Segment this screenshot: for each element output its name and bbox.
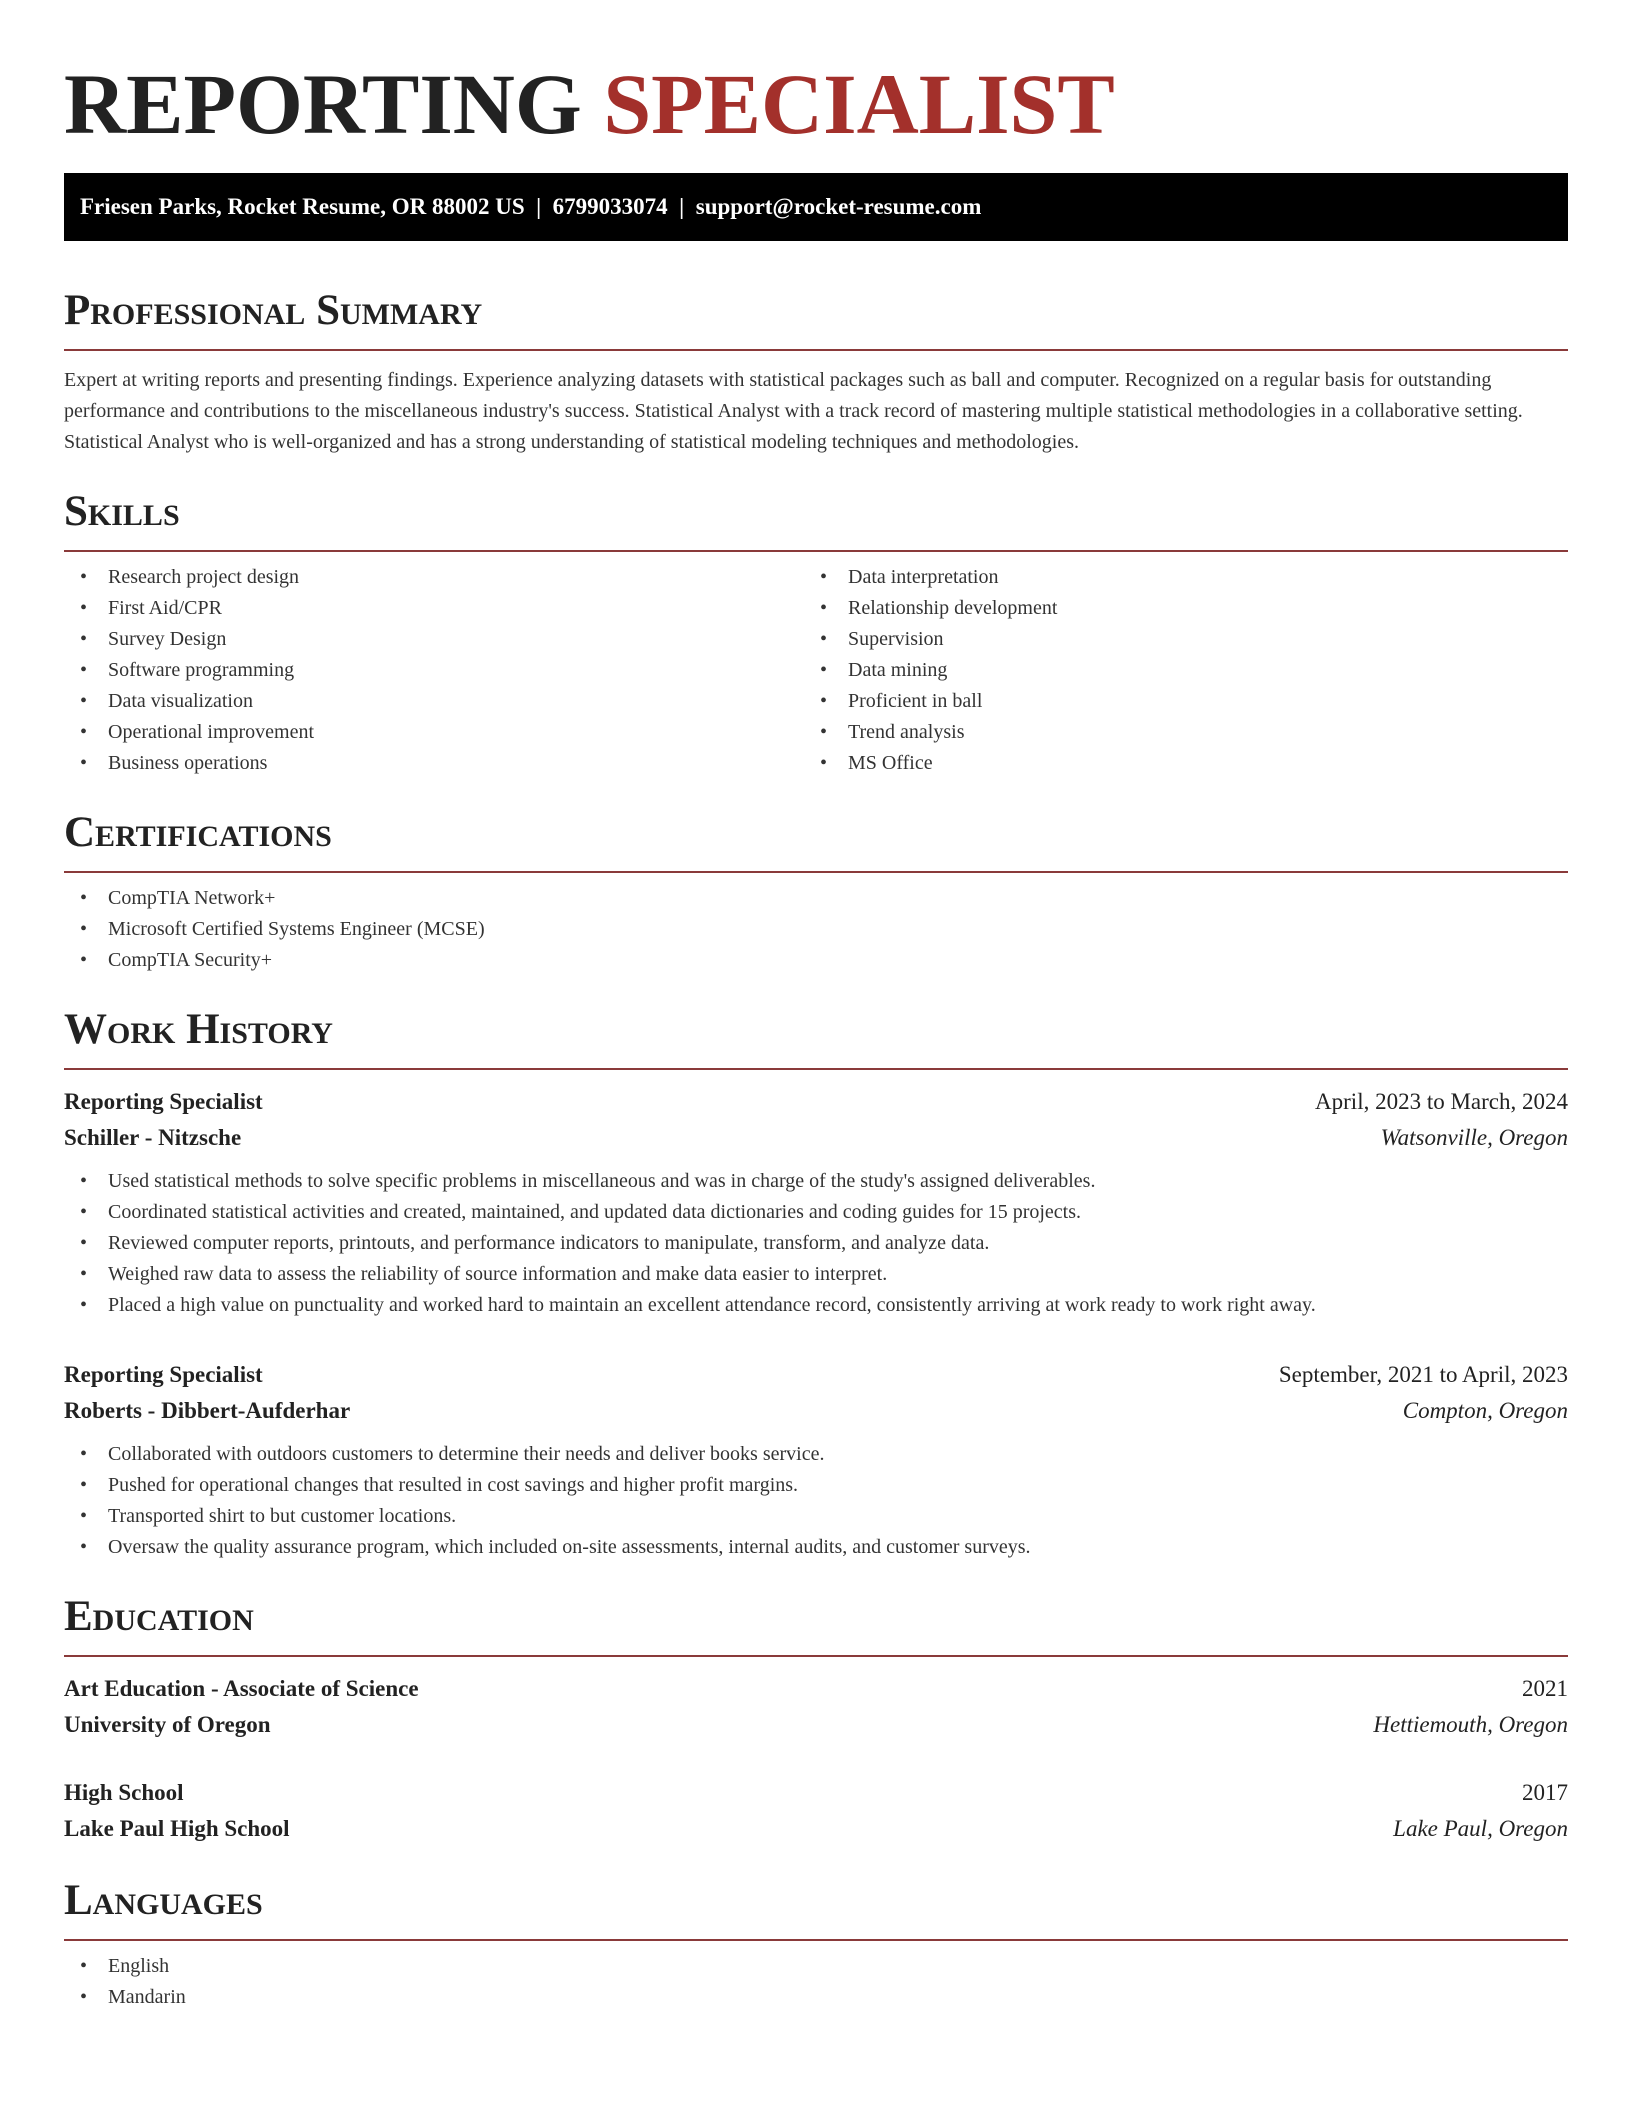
education-school: Lake Paul High School [64,1816,290,1841]
section-divider [64,550,1568,552]
summary-text: Expert at writing reports and presenting findings. Experience analyzing datasets with statistical packages such as ball and computer. Recognized on a regular basis for outstanding performance and contributions to the miscellaneous industry's success. Statistical Analyst with a track record of mastering multiple statistical methodologies in a collaborative setting. Statistical Analyst who is well-organized and has a strong understanding of statistical modeling techniques and methodologies. [64,369,1523,453]
skill-item: • Data mining [804,655,1544,686]
skill-item: • Business operations [64,748,804,779]
job-company-row [64,1393,1568,1429]
skill-item: • Data visualization [64,686,804,717]
skill-item: • First Aid/CPR [64,593,804,624]
resume-title [64,58,1568,150]
summary-section [64,285,1568,458]
certifications-list [64,883,1568,976]
job-duties [64,1439,1568,1563]
education-location: Lake Paul, Oregon [1393,1816,1568,1841]
education-school-row [64,1707,1568,1743]
job-duty: • Used statistical methods to solve specific problems in miscellaneous and was in charge of the study's assigned deliverables. [64,1166,1568,1197]
skill-item: • Research project design [64,562,804,593]
job-dates: September, 2021 to April, 2023 [1278,1362,1568,1387]
skills-heading: Skills [64,488,180,535]
skill-item: • Relationship development [804,593,1544,624]
skill-item: • Trend analysis [804,717,1544,748]
title-part-1: REPORTING [64,56,582,152]
certifications-section [64,807,1568,976]
job-duty: • Collaborated with outdoors customers to determine their needs and deliver books service. [64,1439,1568,1470]
skills-grid [64,562,1568,779]
job-entry [64,1357,1568,1563]
languages-section [64,1875,1568,2013]
section-divider [64,349,1568,351]
job-title: Reporting Specialist [64,1362,263,1387]
education-entry [64,1671,1568,1743]
section-divider [64,1655,1568,1657]
job-duty: • Reviewed computer reports, printouts, and performance indicators to manipulate, transform, and analyze data. [64,1228,1568,1259]
skills-list-left [64,562,804,779]
education-section [64,1591,1568,1847]
skill-item: • MS Office [804,748,1544,779]
education-header-row [64,1671,1568,1707]
work-history-heading: Work History [64,1006,333,1053]
skill-item: • Survey Design [64,624,804,655]
job-duty: • Coordinated statistical activities and created, maintained, and updated data dictionaries and coding guides for 15 projects. [64,1197,1568,1228]
job-header-row [64,1084,1568,1120]
job-company: Roberts - Dibbert-Aufderhar [64,1398,351,1423]
education-entry [64,1775,1568,1847]
job-location: Watsonville, Oregon [1380,1125,1568,1150]
job-duty: • Weighed raw data to assess the reliability of source information and make data easier to interpret. [64,1259,1568,1290]
skill-item: • Software programming [64,655,804,686]
job-entry [64,1084,1568,1321]
section-divider [64,1068,1568,1070]
summary-heading: Professional Summary [64,287,483,334]
skill-item: • Operational improvement [64,717,804,748]
skill-item: • Data interpretation [804,562,1544,593]
education-school-row [64,1811,1568,1847]
job-duty: • Transported shirt to but customer locations. [64,1501,1568,1532]
education-year: 2017 [1522,1780,1568,1805]
job-header-row [64,1357,1568,1393]
job-duty: • Pushed for operational changes that resulted in cost savings and higher profit margins. [64,1470,1568,1501]
job-duties [64,1166,1568,1321]
languages-list [64,1951,1568,2013]
job-duty: • Oversaw the quality assurance program, which included on-site assessments, internal audits, and customer surveys. [64,1532,1568,1563]
education-degree: High School [64,1780,184,1805]
contact-bar: Friesen Parks, Rocket Resume, OR 88002 US | 6799033074 | support@rocket-resume.com [64,173,1568,241]
certification-item: • Microsoft Certified Systems Engineer (MCSE) [64,914,1568,945]
skill-item: • Supervision [804,624,1544,655]
job-title: Reporting Specialist [64,1089,263,1114]
skill-item: • Proficient in ball [804,686,1544,717]
section-divider [64,1939,1568,1941]
work-history-section [64,1004,1568,1563]
section-divider [64,871,1568,873]
languages-heading: Languages [64,1877,263,1924]
education-header-row [64,1775,1568,1811]
skills-section [64,486,1568,779]
education-year: 2021 [1522,1676,1568,1701]
job-duty: • Placed a high value on punctuality and worked hard to maintain an excellent attendance record, consistently arriving at work ready to work right away. [64,1290,1568,1321]
job-company-row [64,1120,1568,1156]
certification-item: • CompTIA Security+ [64,945,1568,976]
education-school: University of Oregon [64,1712,271,1737]
skills-list-right [804,562,1544,779]
title-part-2: SPECIALIST [603,56,1115,152]
certification-item: • CompTIA Network+ [64,883,1568,914]
job-dates: April, 2023 to March, 2024 [1315,1089,1568,1114]
certifications-heading: Certifications [64,809,332,856]
education-heading: Education [64,1593,254,1640]
job-location: Compton, Oregon [1402,1398,1568,1423]
language-item: • English [64,1951,1568,1982]
education-degree: Art Education - Associate of Science [64,1676,419,1701]
education-location: Hettiemouth, Oregon [1373,1712,1568,1737]
job-company: Schiller - Nitzsche [64,1125,242,1150]
language-item: • Mandarin [64,1982,1568,2013]
